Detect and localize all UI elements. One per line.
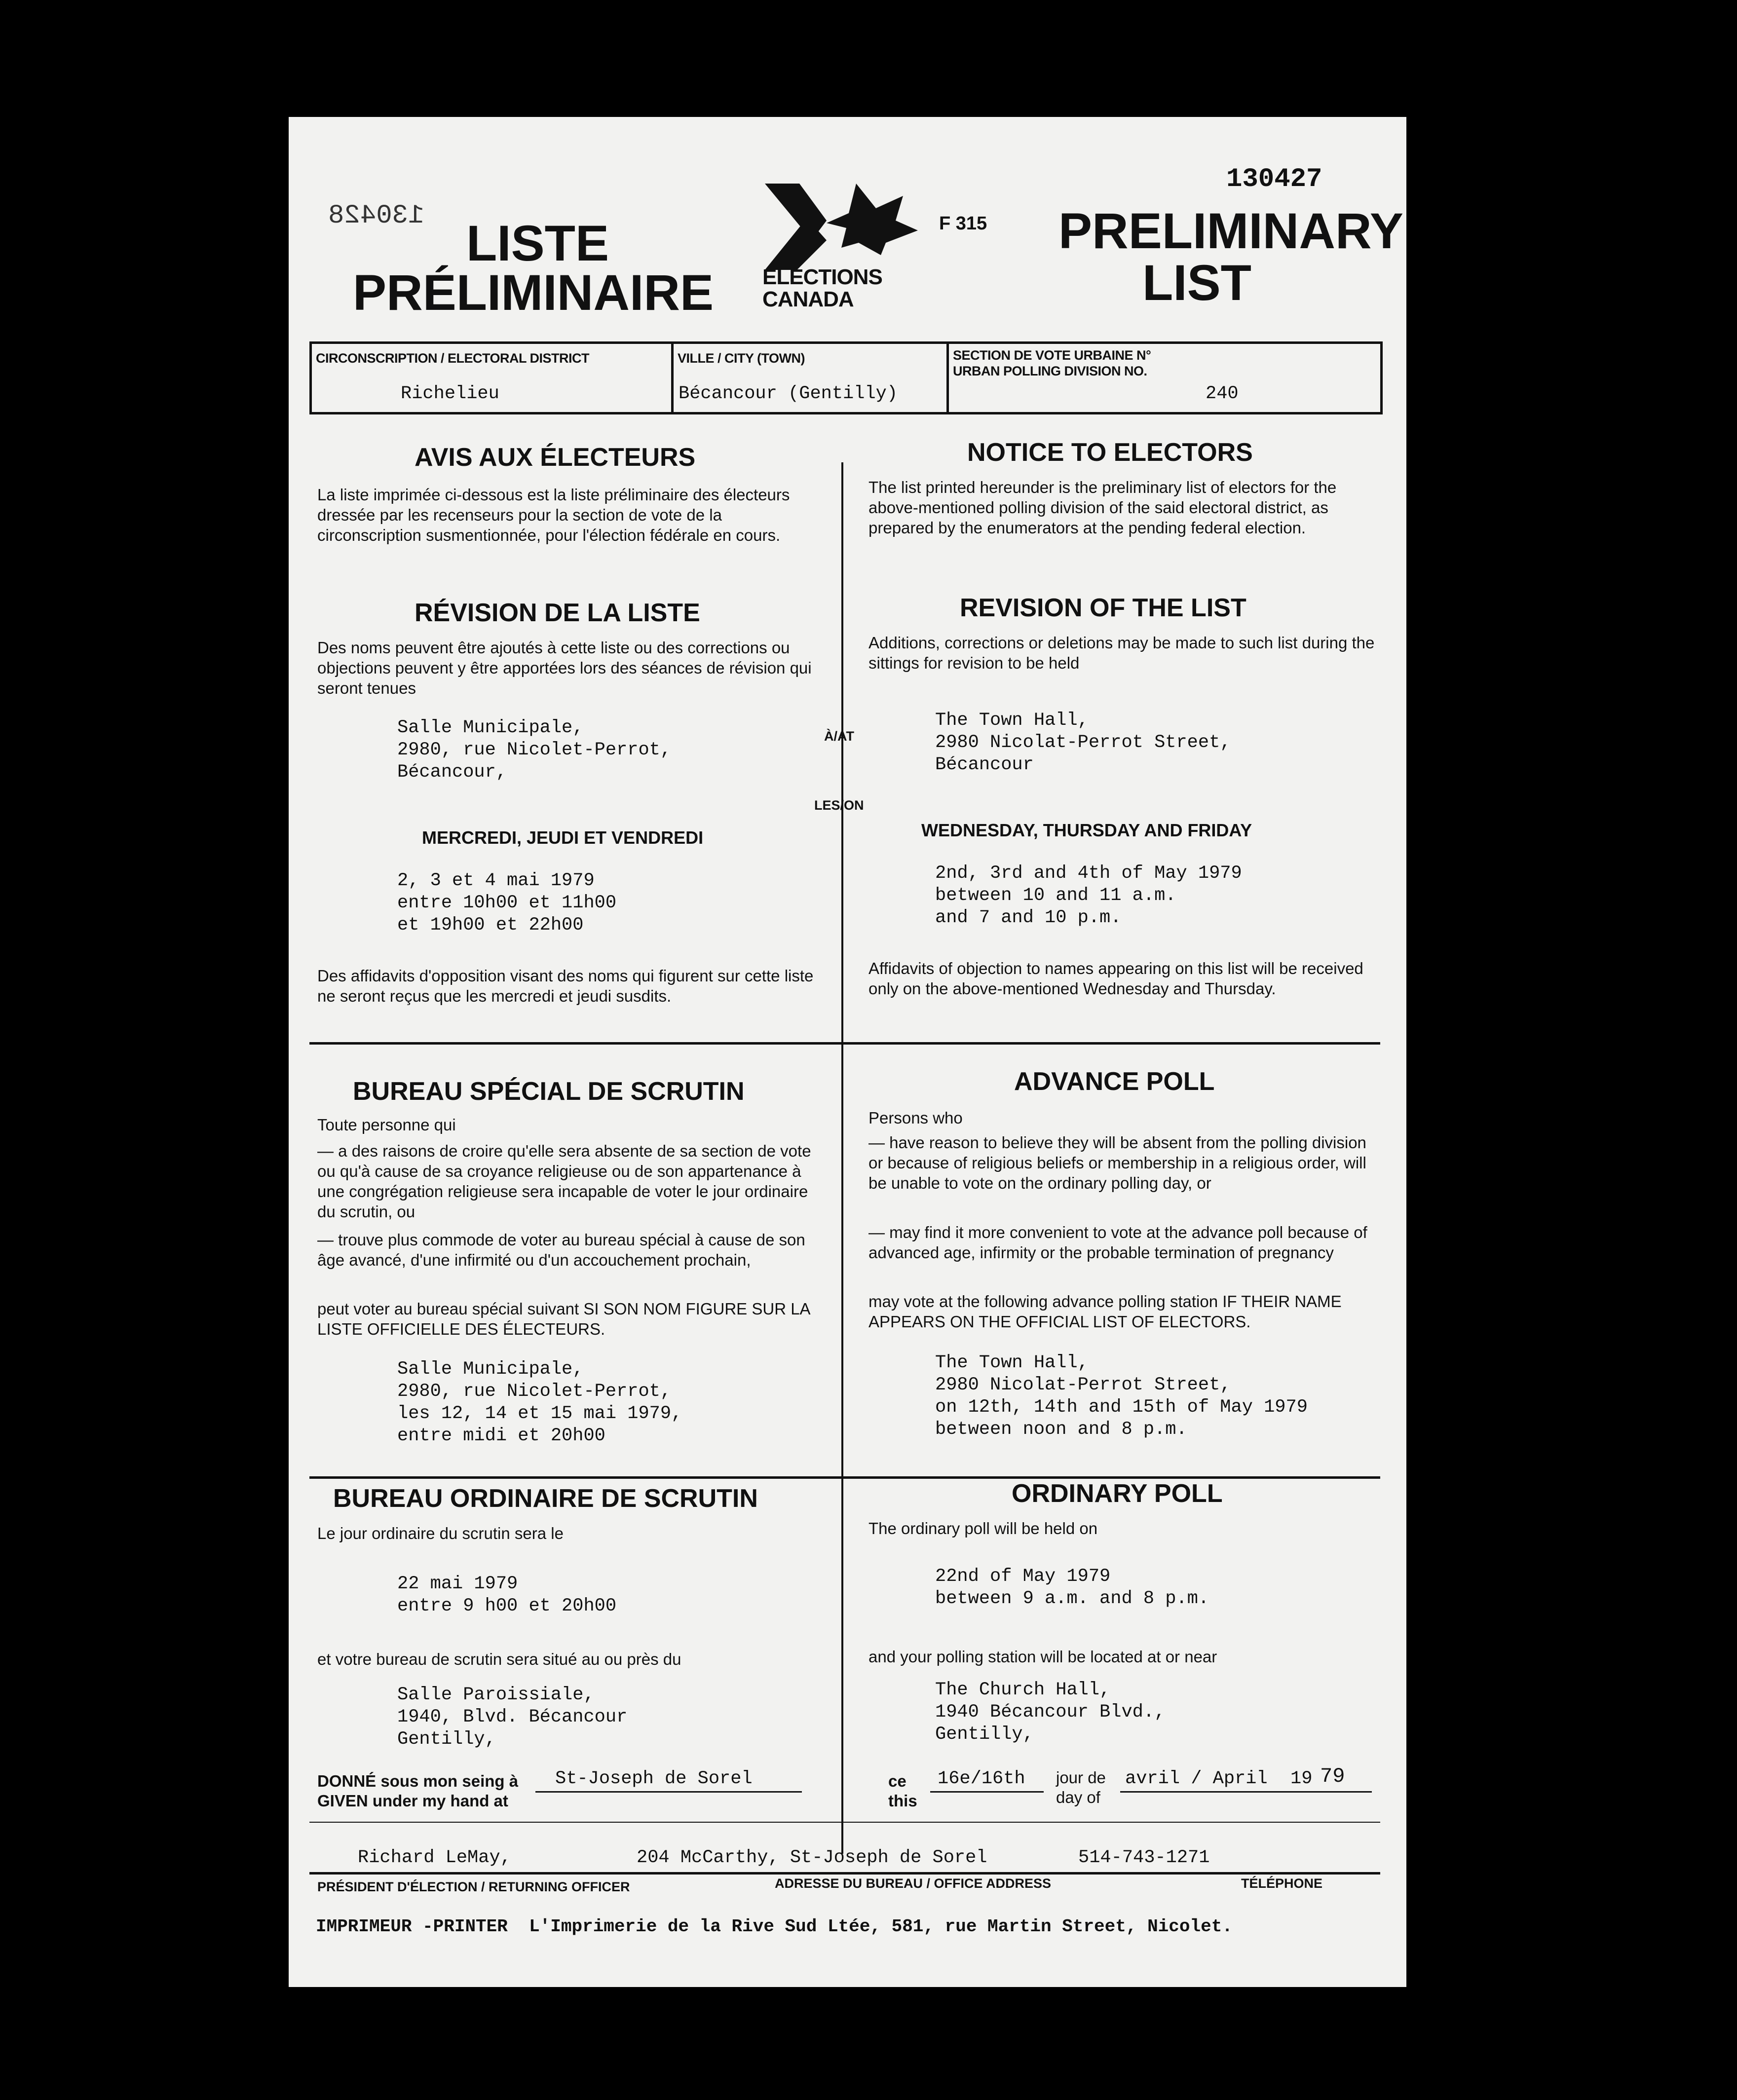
revision-fr-days: MERCREDI, JEUDI ET VENDREDI: [422, 827, 704, 848]
ordinary-en-location-intro: and your polling station will be located at or near: [868, 1648, 1217, 1666]
signature-month: avril / April: [1125, 1768, 1268, 1789]
ordinary-fr-intro: Le jour ordinaire du scrutin sera le: [317, 1524, 564, 1542]
revision-fr-date: 2, 3 et 4 mai 1979: [397, 870, 595, 891]
signature-day-underline: [930, 1791, 1044, 1793]
ordinary-en-title: ORDINARY POLL: [1012, 1479, 1223, 1508]
officer-rule: [309, 1872, 1380, 1875]
ordinary-en-time: between 9 a.m. and 8 p.m.: [935, 1588, 1209, 1609]
advance-en-outro: may vote at the following advance polling station IF THEIR NAME APPEARS ON THE OFFICIAL LIST OF ELECTORS.: [868, 1292, 1342, 1331]
special-fr-outro: peut voter au bureau spécial suivant SI SON NOM FIGURE SUR LA LISTE OFFICIELLE DES ÉLECTEURS.: [317, 1300, 810, 1338]
signature-ce: ce: [888, 1772, 906, 1790]
label-on: LES/ON: [814, 798, 864, 813]
avis-text: La liste imprimée ci-dessous est la liste préliminaire des électeurs dressée par les recenseurs pour la section de vote de la circonscription susmentionnée, pour l'élection fédérale en cours.: [317, 486, 790, 544]
signature-this: this: [888, 1792, 917, 1810]
signature-year: 79: [1320, 1764, 1345, 1788]
special-fr-item-2: — trouve plus commode de voter au bureau spécial à cause de son âge avancé, d'une infirmité ou d'un accouchement prochain,: [317, 1231, 805, 1269]
division-label-2: URBAN POLLING DIVISION NO.: [953, 364, 1147, 378]
divider-1: [309, 1042, 1380, 1045]
notice-text: The list printed hereunder is the preliminary list of electors for the above-mentioned polling division of the said electoral district, as prepared by the enumerators at the pending federal election.: [868, 478, 1337, 537]
officer-phone-label: TÉLÉPHONE: [1241, 1876, 1323, 1891]
officer-name: Richard LeMay,: [358, 1847, 511, 1868]
advance-en-intro: Persons who: [868, 1109, 963, 1127]
signature-place: St-Joseph de Sorel: [555, 1768, 753, 1789]
revision-fr-text: Des noms peuvent être ajoutés à cette liste ou des corrections ou objections peuvent y être apportées lors des séances de révision qui seront tenues: [317, 638, 812, 697]
city-cell: [674, 344, 949, 412]
ordinary-fr-title: BUREAU ORDINAIRE DE SCRUTIN: [333, 1484, 758, 1513]
signature-year-prefix: 19: [1290, 1768, 1313, 1789]
ordinary-fr-location-intro: et votre bureau de scrutin sera situé au ou près du: [317, 1650, 681, 1668]
election-notice-sheet: [289, 117, 1406, 1987]
revision-en-affidavit: Affidavits of objection to names appearing on this list will be received only on the above-mentioned Wednesday and Thursday.: [868, 959, 1363, 998]
special-fr-line-4: entre midi et 20h00: [397, 1425, 605, 1446]
given-en: GIVEN under my hand at: [317, 1792, 508, 1810]
signature-month-underline: [1120, 1791, 1372, 1793]
signature-place-underline: [535, 1791, 802, 1793]
ordinary-fr-place-3: Gentilly,: [397, 1729, 496, 1750]
revision-fr-time-1: entre 10h00 et 11h00: [397, 893, 617, 913]
district-box: [309, 341, 1383, 414]
officer-top-rule: [309, 1822, 1380, 1823]
ordinary-fr-time: entre 9 h00 et 20h00: [397, 1596, 617, 1616]
district-cell: [312, 344, 674, 412]
officer-name-label: PRÉSIDENT D'ÉLECTION / RETURNING OFFICER: [317, 1879, 630, 1894]
advance-en-line-2: 2980 Nicolat-Perrot Street,: [935, 1375, 1231, 1395]
form-code: F 315: [939, 213, 987, 234]
special-fr-title: BUREAU SPÉCIAL DE SCRUTIN: [353, 1077, 745, 1106]
revision-en-place-3: Bécancour: [935, 754, 1034, 775]
advance-en-item-1: — have reason to believe they will be absent from the polling division or because of religious beliefs or membership in a religious order, will be unable to vote on the ordinary polling day, or: [868, 1133, 1366, 1192]
special-fr-line-3: les 12, 14 et 15 mai 1979,: [397, 1403, 682, 1424]
label-at: À/AT: [824, 729, 854, 744]
revision-en-place-2: 2980 Nicolat-Perrot Street,: [935, 732, 1231, 753]
revision-fr-affidavit: Des affidavits d'opposition visant des noms qui figurent sur cette liste ne seront reçus que les mercredi et jeudi susdits.: [317, 967, 814, 1005]
city-value: Bécancour (Gentilly): [679, 383, 898, 404]
revision-en-place-1: The Town Hall,: [935, 710, 1089, 731]
revision-fr-place-2: 2980, rue Nicolet-Perrot,: [397, 740, 672, 760]
revision-fr-place-3: Bécancour,: [397, 762, 507, 783]
title-fr-line2: PRÉLIMINAIRE: [353, 264, 714, 321]
revision-fr-time-2: et 19h00 et 22h00: [397, 915, 584, 936]
city-label: VILLE / CITY (TOWN): [678, 351, 805, 366]
revision-en-date: 2nd, 3rd and 4th of May 1979: [935, 863, 1242, 884]
revision-fr-place-1: Salle Municipale,: [397, 717, 584, 738]
advance-en-line-1: The Town Hall,: [935, 1352, 1089, 1373]
signature-jour-de: jour de: [1056, 1768, 1106, 1787]
title-en-line1: PRELIMINARY: [1058, 203, 1403, 259]
title-fr-line1: LISTE: [466, 215, 609, 271]
ordinary-en-date: 22nd of May 1979: [935, 1566, 1111, 1587]
officer-phone: 514-743-1271: [1078, 1847, 1210, 1868]
revision-en-title: REVISION OF THE LIST: [960, 594, 1246, 622]
signature-day: 16e/16th: [938, 1768, 1025, 1789]
advance-en-title: ADVANCE POLL: [1014, 1067, 1215, 1096]
revision-fr-title: RÉVISION DE LA LISTE: [415, 599, 700, 627]
special-fr-line-1: Salle Municipale,: [397, 1359, 584, 1380]
ordinary-en-place-2: 1940 Bécancour Blvd.,: [935, 1702, 1166, 1723]
title-en-line2: LIST: [1142, 255, 1251, 311]
division-value: 240: [1206, 383, 1239, 404]
special-fr-item-1: — a des raisons de croire qu'elle sera absente de sa section de vote ou qu'à cause de sa croyance religieuse ou de son appartenance à une congrégation religieuse sera incapable de voter le jour ordinaire du scrutin, ou: [317, 1142, 811, 1221]
center-divider: [841, 462, 843, 1854]
division-label-1: SECTION DE VOTE URBAINE N°: [953, 348, 1151, 363]
advance-en-line-4: between noon and 8 p.m.: [935, 1419, 1187, 1440]
special-fr-intro: Toute personne qui: [317, 1116, 456, 1134]
division-cell: [949, 344, 1373, 412]
notice-title: NOTICE TO ELECTORS: [967, 438, 1253, 467]
revision-en-days: WEDNESDAY, THURSDAY AND FRIDAY: [921, 820, 1252, 840]
special-fr-line-2: 2980, rue Nicolet-Perrot,: [397, 1381, 672, 1402]
advance-en-line-3: on 12th, 14th and 15th of May 1979: [935, 1397, 1308, 1418]
ordinary-fr-date: 22 mai 1979: [397, 1574, 518, 1594]
district-value: Richelieu: [401, 383, 499, 404]
logo-text-line2: CANADA: [762, 287, 854, 311]
form-number-mirror: 130428: [328, 201, 424, 231]
district-label: CIRCONSCRIPTION / ELECTORAL DISTRICT: [316, 351, 590, 366]
revision-en-text: Additions, corrections or deletions may be made to such list during the sittings for revision to be held: [868, 634, 1375, 672]
signature-day-of: day of: [1056, 1788, 1100, 1806]
logo-text-line1: ELECTIONS: [762, 265, 882, 289]
advance-en-item-2: — may find it more convenient to vote at the advance poll because of advanced age, infirmity or the probable termination of pregnancy: [868, 1223, 1367, 1262]
ordinary-en-place-3: Gentilly,: [935, 1724, 1034, 1745]
ordinary-en-place-1: The Church Hall,: [935, 1680, 1111, 1700]
officer-address-label: ADRESSE DU BUREAU / OFFICE ADDRESS: [775, 1876, 1052, 1891]
ordinary-fr-place-2: 1940, Blvd. Bécancour: [397, 1707, 628, 1727]
ordinary-en-intro: The ordinary poll will be held on: [868, 1519, 1098, 1538]
ordinary-fr-place-1: Salle Paroissiale,: [397, 1685, 595, 1705]
given-fr: DONNÉ sous mon seing à: [317, 1772, 519, 1790]
printer-line: IMPRIMEUR -PRINTER L'Imprimerie de la Rive Sud Ltée, 581, rue Martin Street, Nicolet.: [316, 1916, 1233, 1937]
revision-en-time-1: between 10 and 11 a.m.: [935, 885, 1176, 906]
revision-en-time-2: and 7 and 10 p.m.: [935, 907, 1122, 928]
officer-address: 204 McCarthy, St-Joseph de Sorel: [637, 1847, 987, 1868]
form-number-top: 130427: [1226, 164, 1322, 194]
avis-title: AVIS AUX ÉLECTEURS: [415, 443, 696, 472]
